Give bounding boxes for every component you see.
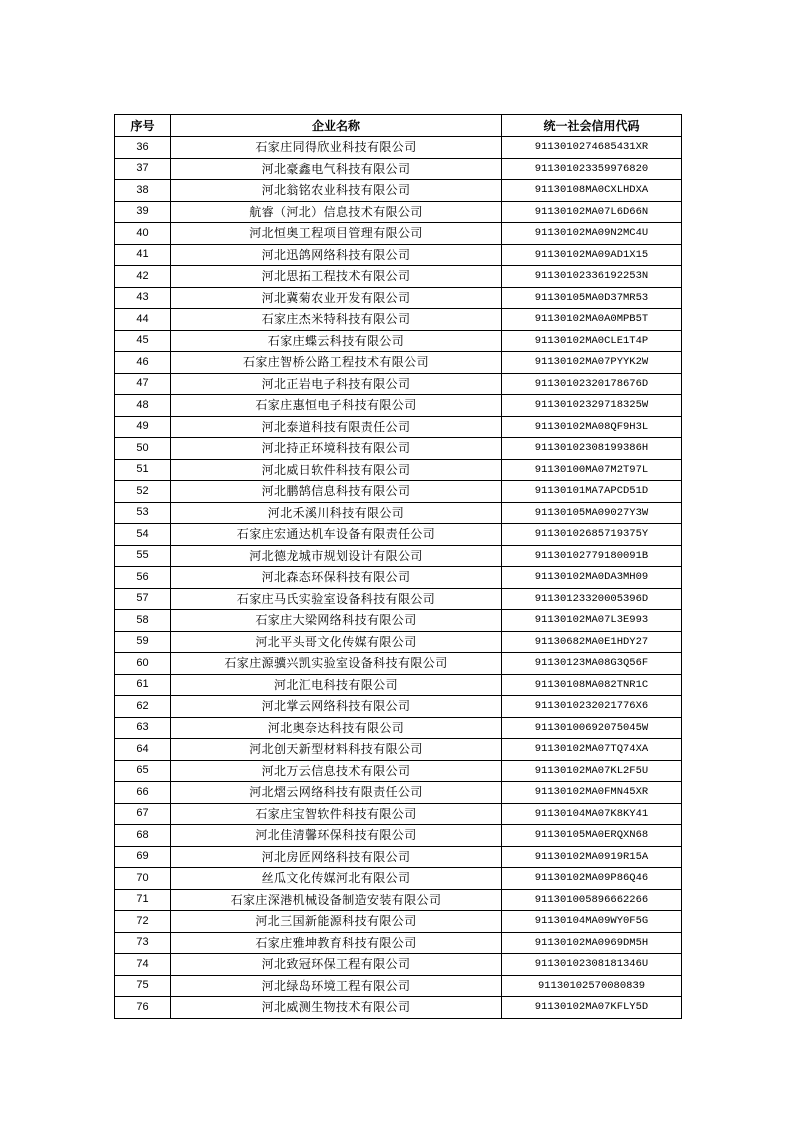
row-index: 64	[115, 739, 171, 761]
row-company-name: 河北迅鸽网络科技有限公司	[171, 244, 502, 266]
row-credit-code: 91130123MA08G3Q56F	[502, 653, 682, 675]
table-header	[115, 115, 682, 137]
table-row	[115, 502, 682, 524]
row-index: 45	[115, 330, 171, 352]
row-company-name: 石家庄宏通达机车设备有限责任公司	[171, 524, 502, 546]
row-credit-code: 91130102MA0969DM5H	[502, 932, 682, 954]
row-index: 58	[115, 610, 171, 632]
row-credit-code: 91130102336192253N	[502, 266, 682, 288]
row-company-name: 航睿（河北）信息技术有限公司	[171, 201, 502, 223]
row-credit-code: 91130102685719375Y	[502, 524, 682, 546]
table-row	[115, 975, 682, 997]
enterprise-table	[114, 114, 682, 1019]
row-index: 63	[115, 717, 171, 739]
row-company-name: 河北佳清馨环保科技有限公司	[171, 825, 502, 847]
row-index: 40	[115, 223, 171, 245]
row-index: 52	[115, 481, 171, 503]
row-company-name: 河北翁铭农业科技有限公司	[171, 180, 502, 202]
row-index: 57	[115, 588, 171, 610]
table-row	[115, 932, 682, 954]
table-row	[115, 395, 682, 417]
row-company-name: 河北豪鑫电气科技有限公司	[171, 158, 502, 180]
table-row	[115, 631, 682, 653]
row-credit-code: 91130102MA09AD1X15	[502, 244, 682, 266]
row-credit-code: 91130682MA0E1HDY27	[502, 631, 682, 653]
row-index: 76	[115, 997, 171, 1019]
row-credit-code: 91130105MA0ERQXN68	[502, 825, 682, 847]
row-index: 38	[115, 180, 171, 202]
row-credit-code: 91130123320005396D	[502, 588, 682, 610]
row-index: 54	[115, 524, 171, 546]
row-index: 66	[115, 782, 171, 804]
table-row	[115, 653, 682, 675]
row-credit-code: 91130105MA09027Y3W	[502, 502, 682, 524]
row-credit-code: 91130102779180091B	[502, 545, 682, 567]
row-company-name: 石家庄源骥兴凯实验室设备科技有限公司	[171, 653, 502, 675]
row-company-name: 河北森态环保科技有限公司	[171, 567, 502, 589]
row-credit-code: 91130102308181346U	[502, 954, 682, 976]
row-credit-code: 91130102MA07KL2F5U	[502, 760, 682, 782]
row-credit-code: 91130102MA08QF9H3L	[502, 416, 682, 438]
row-credit-code: 91130102308199386H	[502, 438, 682, 460]
row-company-name: 石家庄宝智软件科技有限公司	[171, 803, 502, 825]
table-row	[115, 223, 682, 245]
row-company-name: 河北持正环境科技有限公司	[171, 438, 502, 460]
table-row	[115, 352, 682, 374]
row-credit-code: 91130102MA0CLE1T4P	[502, 330, 682, 352]
table-row	[115, 287, 682, 309]
row-index: 59	[115, 631, 171, 653]
table-row	[115, 717, 682, 739]
row-index: 69	[115, 846, 171, 868]
row-index: 71	[115, 889, 171, 911]
row-company-name: 河北平头哥文化传媒有限公司	[171, 631, 502, 653]
row-index: 39	[115, 201, 171, 223]
row-company-name: 石家庄蝶云科技有限公司	[171, 330, 502, 352]
table-row	[115, 803, 682, 825]
row-credit-code: 91130102MA0FMN45XR	[502, 782, 682, 804]
row-company-name: 河北绿岛环境工程有限公司	[171, 975, 502, 997]
header-index: 序号	[115, 115, 171, 137]
row-company-name: 河北致冠环保工程有限公司	[171, 954, 502, 976]
row-index: 43	[115, 287, 171, 309]
row-index: 44	[115, 309, 171, 331]
row-credit-code: 91130108MA082TNR1C	[502, 674, 682, 696]
row-index: 75	[115, 975, 171, 997]
row-company-name: 河北威测生物技术有限公司	[171, 997, 502, 1019]
row-index: 48	[115, 395, 171, 417]
row-index: 37	[115, 158, 171, 180]
row-company-name: 河北三国新能源科技有限公司	[171, 911, 502, 933]
row-index: 68	[115, 825, 171, 847]
row-credit-code: 91130100692075045W	[502, 717, 682, 739]
row-credit-code: 911301023359976820	[502, 158, 682, 180]
row-company-name: 河北正岩电子科技有限公司	[171, 373, 502, 395]
table-row	[115, 868, 682, 890]
row-index: 51	[115, 459, 171, 481]
row-index: 42	[115, 266, 171, 288]
row-company-name: 河北思拓工程技术有限公司	[171, 266, 502, 288]
row-company-name: 石家庄智桥公路工程技术有限公司	[171, 352, 502, 374]
row-credit-code: 9113010232021776X6	[502, 696, 682, 718]
table-row	[115, 180, 682, 202]
row-company-name: 河北汇电科技有限公司	[171, 674, 502, 696]
row-company-name: 石家庄同得欣业科技有限公司	[171, 137, 502, 159]
row-company-name: 河北创天新型材料科技有限公司	[171, 739, 502, 761]
row-credit-code: 91130102MA09N2MC4U	[502, 223, 682, 245]
row-company-name: 河北房匠网络科技有限公司	[171, 846, 502, 868]
row-company-name: 河北鹏鹄信息科技有限公司	[171, 481, 502, 503]
row-credit-code: 91130102MA07PYYK2W	[502, 352, 682, 374]
row-credit-code: 91130102MA07TQ74XA	[502, 739, 682, 761]
row-index: 65	[115, 760, 171, 782]
table-row	[115, 524, 682, 546]
table-row	[115, 760, 682, 782]
row-credit-code: 91130102320178676D	[502, 373, 682, 395]
table-row	[115, 610, 682, 632]
row-company-name: 河北德龙城市规划设计有限公司	[171, 545, 502, 567]
table-row	[115, 545, 682, 567]
table-row	[115, 373, 682, 395]
row-company-name: 河北冀菊农业开发有限公司	[171, 287, 502, 309]
row-credit-code: 9113010274685431XR	[502, 137, 682, 159]
row-company-name: 河北恒奥工程项目管理有限公司	[171, 223, 502, 245]
row-company-name: 石家庄雅坤教育科技有限公司	[171, 932, 502, 954]
row-index: 62	[115, 696, 171, 718]
row-credit-code: 91130105MA0D37MR53	[502, 287, 682, 309]
row-index: 53	[115, 502, 171, 524]
row-credit-code: 91130101MA7APCD51D	[502, 481, 682, 503]
row-company-name: 河北熠云网络科技有限责任公司	[171, 782, 502, 804]
row-credit-code: 91130102329718325W	[502, 395, 682, 417]
row-index: 61	[115, 674, 171, 696]
row-index: 36	[115, 137, 171, 159]
row-credit-code: 91130104MA09WY0F5G	[502, 911, 682, 933]
row-company-name: 丝瓜文化传媒河北有限公司	[171, 868, 502, 890]
table-row	[115, 330, 682, 352]
row-company-name: 河北威日软件科技有限公司	[171, 459, 502, 481]
table-row	[115, 889, 682, 911]
table-row	[115, 244, 682, 266]
table-row	[115, 137, 682, 159]
row-index: 41	[115, 244, 171, 266]
row-credit-code: 91130102MA0A0MPB5T	[502, 309, 682, 331]
table-row	[115, 825, 682, 847]
row-credit-code: 91130102MA07L6D66N	[502, 201, 682, 223]
table-row	[115, 846, 682, 868]
row-company-name: 石家庄杰米特科技有限公司	[171, 309, 502, 331]
row-company-name: 河北泰道科技有限责任公司	[171, 416, 502, 438]
row-credit-code: 91130102MA07KFLY5D	[502, 997, 682, 1019]
row-credit-code: 91130102MA0DA3MH09	[502, 567, 682, 589]
table-row	[115, 158, 682, 180]
header-name: 企业名称	[171, 115, 502, 137]
table-row	[115, 782, 682, 804]
row-credit-code: 91130102MA07L3E993	[502, 610, 682, 632]
table-row	[115, 911, 682, 933]
table-row	[115, 588, 682, 610]
row-credit-code: 91130102MA09P86Q46	[502, 868, 682, 890]
row-index: 50	[115, 438, 171, 460]
row-index: 55	[115, 545, 171, 567]
row-company-name: 河北奥奈达科技有限公司	[171, 717, 502, 739]
table-body	[115, 137, 682, 1019]
row-company-name: 河北禾溪川科技有限公司	[171, 502, 502, 524]
row-credit-code: 91130108MA0CXLHDXA	[502, 180, 682, 202]
row-index: 67	[115, 803, 171, 825]
table-row	[115, 674, 682, 696]
row-index: 72	[115, 911, 171, 933]
row-company-name: 河北掌云网络科技有限公司	[171, 696, 502, 718]
row-company-name: 石家庄惠恒电子科技有限公司	[171, 395, 502, 417]
row-index: 60	[115, 653, 171, 675]
header-row	[115, 115, 682, 137]
row-index: 56	[115, 567, 171, 589]
row-company-name: 石家庄马氏实验室设备科技有限公司	[171, 588, 502, 610]
row-index: 73	[115, 932, 171, 954]
row-credit-code: 911301005896662266	[502, 889, 682, 911]
table-row	[115, 266, 682, 288]
row-company-name: 河北万云信息技术有限公司	[171, 760, 502, 782]
row-company-name: 石家庄深港机械设备制造安装有限公司	[171, 889, 502, 911]
table-row	[115, 739, 682, 761]
row-company-name: 石家庄大梁网络科技有限公司	[171, 610, 502, 632]
row-index: 70	[115, 868, 171, 890]
table-row	[115, 309, 682, 331]
row-credit-code: 91130104MA07K8KY41	[502, 803, 682, 825]
row-credit-code: 91130102570080839	[502, 975, 682, 997]
row-index: 49	[115, 416, 171, 438]
table-row	[115, 416, 682, 438]
row-index: 74	[115, 954, 171, 976]
row-credit-code: 91130100MA07M2T97L	[502, 459, 682, 481]
table-row	[115, 438, 682, 460]
header-code: 统一社会信用代码	[502, 115, 682, 137]
table-row	[115, 567, 682, 589]
table-row	[115, 201, 682, 223]
row-credit-code: 91130102MA0919R15A	[502, 846, 682, 868]
table-row	[115, 696, 682, 718]
table-row	[115, 954, 682, 976]
table-row	[115, 459, 682, 481]
row-index: 46	[115, 352, 171, 374]
table-row	[115, 481, 682, 503]
table-row	[115, 997, 682, 1019]
row-index: 47	[115, 373, 171, 395]
